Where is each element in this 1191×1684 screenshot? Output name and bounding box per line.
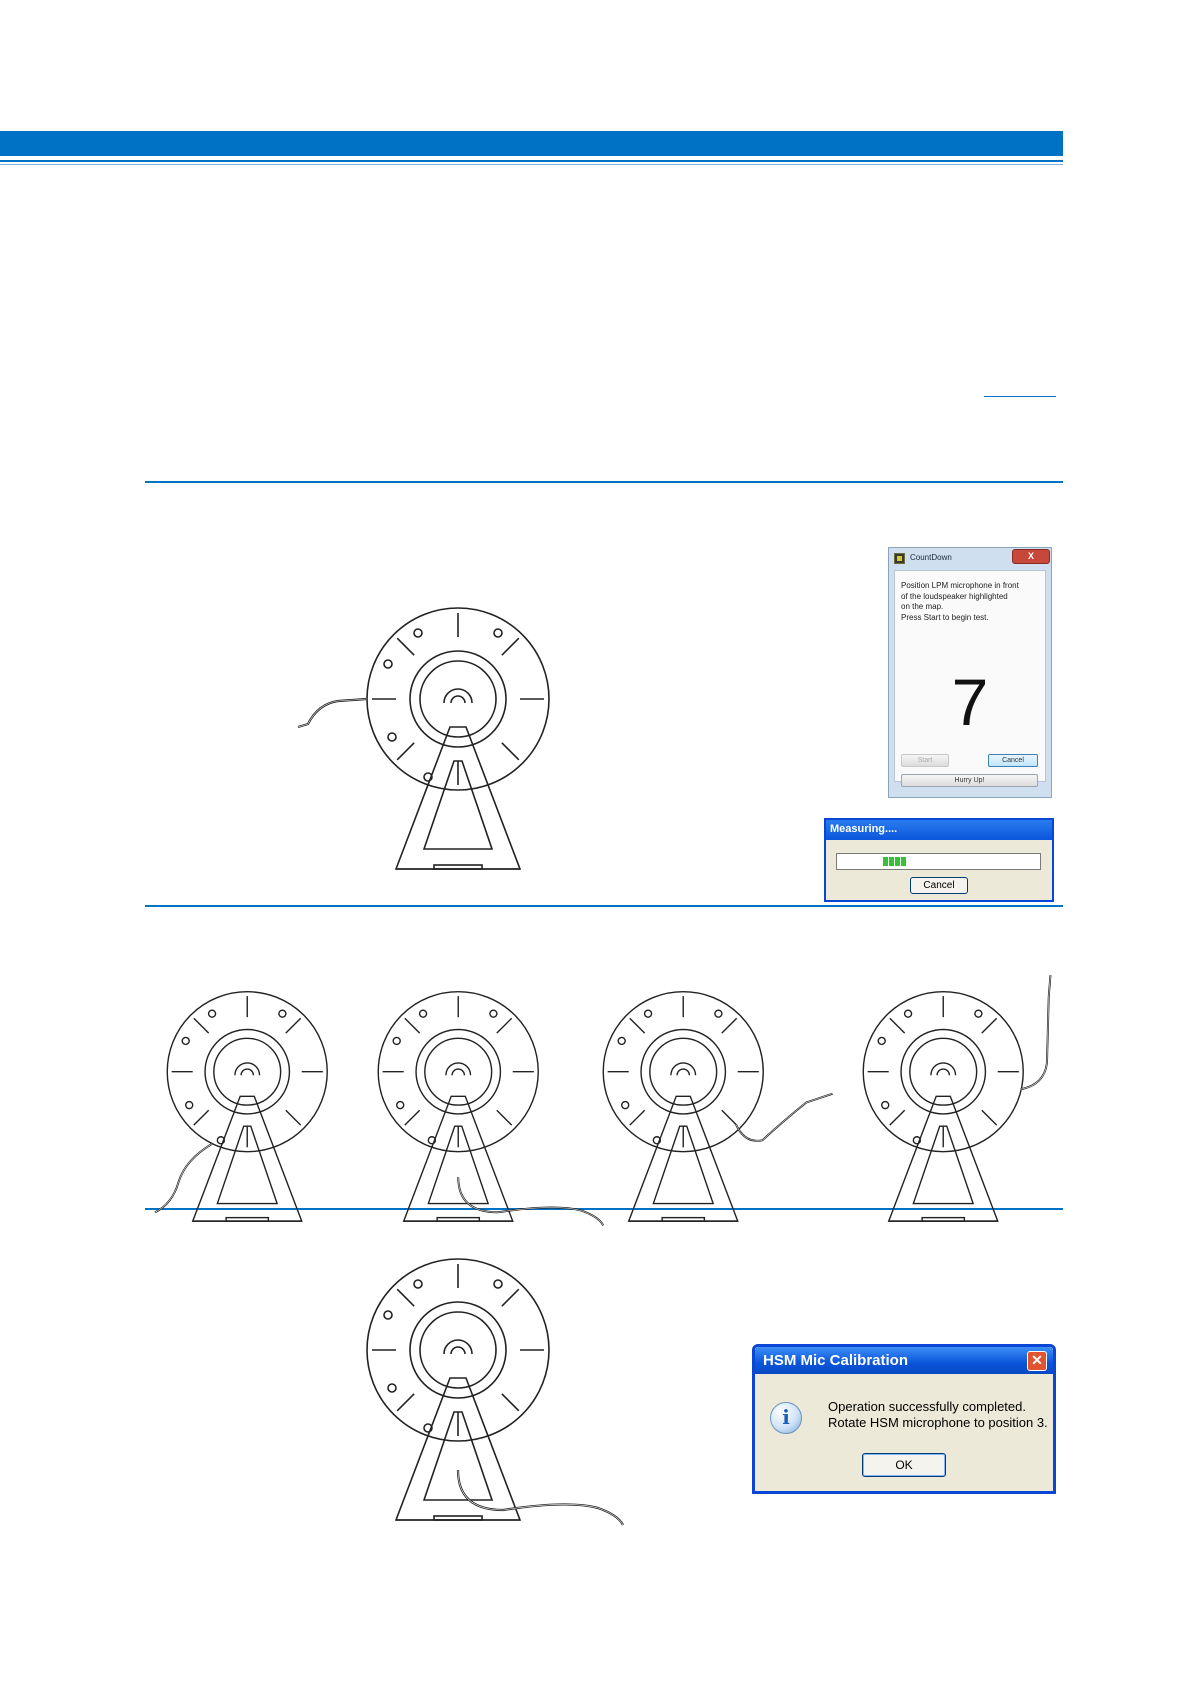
measuring-titlebar [826, 820, 1052, 840]
measuring-cancel-button[interactable]: Cancel [910, 877, 968, 894]
mic-capsule-inner [451, 696, 465, 703]
countdown-message [901, 581, 1041, 623]
mic-base-plate [434, 1516, 482, 1520]
progress-segment [883, 857, 888, 866]
mic-screw [384, 660, 392, 668]
close-icon[interactable]: ✕ [1027, 1351, 1047, 1371]
mic-spoke [397, 638, 414, 655]
microphone-stand-drawing [278, 589, 638, 869]
mic-screw [393, 1038, 400, 1045]
measuring-title: Measuring.... [830, 823, 898, 835]
mic-spoke [194, 1019, 209, 1034]
mic-spoke [397, 1289, 414, 1306]
mic-inner-ring [410, 651, 506, 747]
countdown-number: 7 [951, 665, 989, 739]
mic-spoke [397, 743, 414, 760]
mic-lines [298, 608, 549, 869]
mic-stand [396, 727, 520, 869]
mic-inner-ring [205, 1030, 289, 1114]
mic-spoke [982, 1111, 997, 1126]
mic-screw [185, 1102, 192, 1109]
mic-cable-highlight [1020, 975, 1050, 1089]
mic-screw [414, 629, 422, 637]
mic-spoke [502, 638, 519, 655]
hsm-message-line: Rotate HSM microphone to position 3. [828, 1415, 1048, 1430]
mic-screw [644, 1010, 651, 1017]
mic-screw [975, 1010, 982, 1017]
mic-base-plate [434, 865, 482, 869]
mic-capsule-inner [241, 1069, 253, 1075]
mic-spoke [497, 1111, 512, 1126]
header-bar [0, 131, 1063, 156]
mic-inner-ring [641, 1030, 725, 1114]
mic-spoke [502, 743, 519, 760]
section-divider-1 [145, 481, 1063, 483]
mic-base-plate [437, 1218, 479, 1222]
mic-lines [367, 1259, 623, 1525]
countdown-title: CountDown [910, 553, 952, 562]
mic-inner-ring [901, 1030, 985, 1114]
section-divider-2 [145, 905, 1063, 907]
mic-spoke [722, 1111, 737, 1126]
mic-stand [628, 1097, 737, 1222]
hsm-titlebar [755, 1347, 1053, 1374]
mic-screw [414, 1280, 422, 1288]
mic-spoke [630, 1019, 645, 1034]
countdown-message-line: on the map. [901, 602, 944, 611]
mic-screw [208, 1010, 215, 1017]
mic-spoke [502, 1289, 519, 1306]
mic-screw [618, 1038, 625, 1045]
mic-spoke [890, 1111, 905, 1126]
mic-inner-ring-2 [425, 1039, 492, 1106]
mic-capsule-inner [452, 1069, 464, 1075]
link-underline[interactable] [984, 396, 1056, 397]
mic-spoke [286, 1111, 301, 1126]
progress-segment [895, 857, 900, 866]
mic-stand [192, 1097, 301, 1222]
mic-cable [155, 1144, 212, 1213]
mic-base-plate [226, 1218, 268, 1222]
mic-cable [1020, 975, 1050, 1089]
mic-inner-ring-2 [650, 1039, 717, 1106]
start-button[interactable]: Start [901, 754, 949, 767]
countdown-message-line: Press Start to begin test. [901, 612, 989, 622]
measuring-progress-bar [836, 853, 1041, 870]
mic-spoke [502, 1394, 519, 1411]
mic-spoke [630, 1111, 645, 1126]
mic-screw [904, 1010, 911, 1017]
header-rule-thin [0, 164, 1063, 165]
header-rule [0, 160, 1063, 162]
mic-screw [419, 1010, 426, 1017]
mic-lines [863, 975, 1050, 1221]
mic-spoke [397, 1394, 414, 1411]
mic-spoke [405, 1111, 420, 1126]
mic-screw [384, 1311, 392, 1319]
mic-capsule-inner [677, 1069, 689, 1075]
countdown-body [894, 570, 1046, 782]
mic-screw [881, 1102, 888, 1109]
mic-inner-ring-2 [910, 1039, 977, 1106]
mic-spoke [194, 1111, 209, 1126]
mic-screw [396, 1102, 403, 1109]
mic-inner-ring-2 [420, 661, 496, 737]
mic-stand [396, 1378, 520, 1520]
mic-screw [878, 1038, 885, 1045]
mic-screw [494, 1280, 502, 1288]
progress-segment [901, 857, 906, 866]
mic-spoke [722, 1019, 737, 1034]
microphone-stand-drawing [785, 975, 1101, 1221]
mic-cable-highlight [155, 1144, 212, 1213]
mic-inner-ring-2 [214, 1039, 281, 1106]
measuring-dialog [824, 818, 1054, 902]
mic-spoke [982, 1019, 997, 1034]
countdown-app-icon [894, 553, 905, 564]
mic-base-plate [922, 1218, 964, 1222]
cancel-button[interactable]: Cancel [988, 754, 1038, 767]
hsm-title: HSM Mic Calibration [763, 1352, 909, 1369]
countdown-dialog [888, 547, 1052, 798]
hsm-calibration-dialog [752, 1344, 1056, 1494]
hurry-up-button[interactable]: Hurry Up! [901, 774, 1038, 787]
mic-inner-ring [410, 1302, 506, 1398]
hsm-message [828, 1399, 1048, 1431]
mic-screw [279, 1010, 286, 1017]
mic-stand [403, 1097, 512, 1222]
mic-inner-ring-2 [420, 1312, 496, 1388]
mic-screw [490, 1010, 497, 1017]
progress-segment [889, 857, 894, 866]
mic-screw [388, 733, 396, 741]
mic-spoke [405, 1019, 420, 1034]
mic-screw [388, 1384, 396, 1392]
close-icon[interactable]: X [1012, 549, 1050, 564]
mic-spoke [286, 1019, 301, 1034]
countdown-message-line: Position LPM microphone in front [901, 581, 1019, 590]
countdown-titlebar [889, 548, 1051, 568]
mic-screw [182, 1038, 189, 1045]
mic-screw [621, 1102, 628, 1109]
mic-spoke [890, 1019, 905, 1034]
mic-screw [494, 629, 502, 637]
hsm-message-line: Operation successfully completed. [828, 1399, 1026, 1414]
mic-screw [715, 1010, 722, 1017]
mic-capsule-inner [451, 1347, 465, 1354]
mic-spoke [497, 1019, 512, 1034]
mic-base-plate [662, 1218, 704, 1222]
countdown-message-line: of the loudspeaker highlighted [901, 591, 1008, 601]
info-icon: i [770, 1402, 802, 1434]
mic-stand [888, 1097, 997, 1222]
mic-inner-ring [416, 1030, 500, 1114]
ok-button[interactable]: OK [862, 1453, 946, 1477]
mic-capsule-inner [937, 1069, 949, 1075]
microphone-stand-drawing [278, 1240, 638, 1520]
